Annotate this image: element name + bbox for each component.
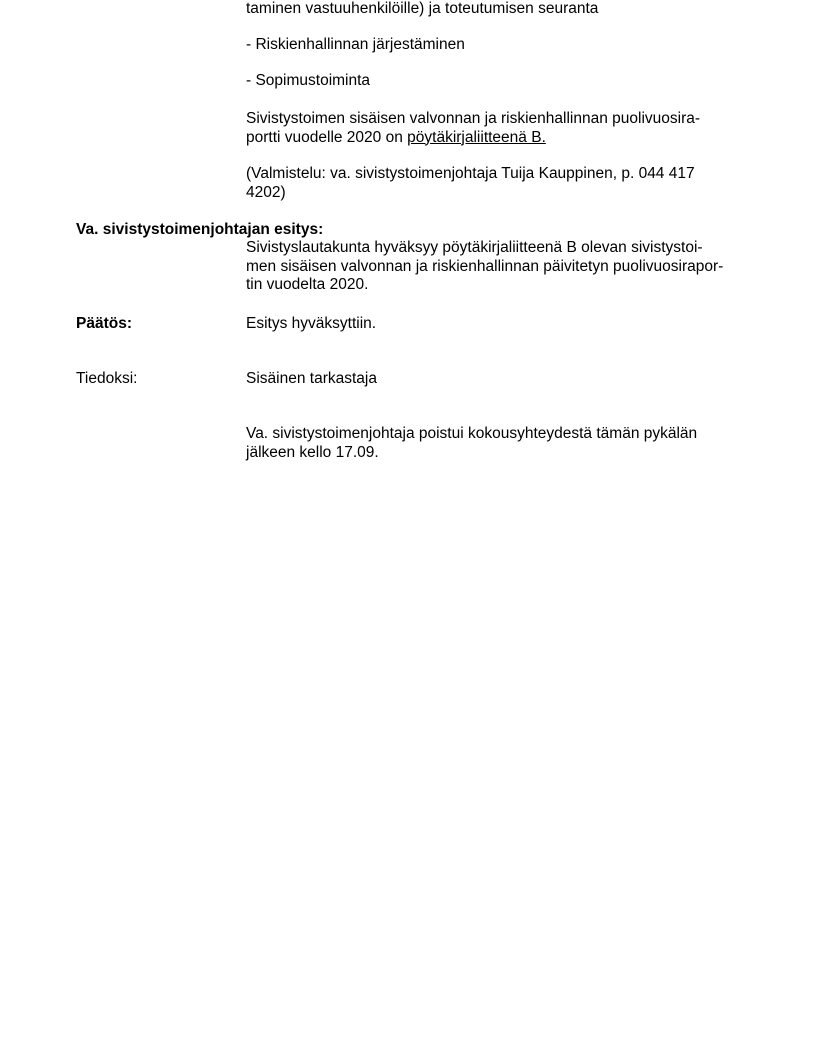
preparer-line-2: 4202) (246, 183, 286, 201)
preparer-note (246, 165, 746, 202)
proposal-line-3: tin vuodelta 2020. (246, 276, 369, 293)
list-item (246, 72, 746, 91)
report-line-2 (246, 129, 746, 148)
for-information-text: Sisäinen tarkastaja (246, 370, 377, 387)
report-paragraph (246, 110, 746, 147)
preparer-line-1: (Valmistelu: va. sivistystoimenjohtaja Tuija Kauppinen, p. 044 417 (246, 165, 695, 182)
report-line-2-text: portti vuodelle 2020 on (246, 128, 408, 146)
continued-line: taminen vastuuhenkilöille) ja toteutumisen seuranta (246, 0, 599, 17)
proposal-line-1: Sivistyslautakunta hyväksyy pöytäkirjaliitteenä B olevan sivistystoi- (246, 239, 703, 256)
proposal-heading: Va. sivistystoimenjohtajan esitys: (76, 221, 324, 238)
decision-text: Esitys hyväksyttiin. (246, 315, 377, 332)
for-information-label: Tiedoksi: (76, 370, 138, 387)
list-item-risk-management: - Riskienhallinnan järjestäminen (246, 36, 465, 53)
report-line-1: Sivistystoimen sisäisen valvonnan ja riskienhallinnan puolivuosira- (246, 110, 701, 127)
decision-label: Päätös: (76, 315, 132, 332)
continued-paragraph (246, 0, 746, 19)
proposal-line-2: men sisäisen valvonnan ja riskienhallinnan päivitetyn puolivuosirapor- (246, 257, 724, 275)
closing-note (246, 425, 746, 462)
list-item-contracts: - Sopimustoiminta (246, 72, 371, 89)
proposal-text (246, 239, 746, 295)
list-item (246, 36, 746, 55)
attachment-link[interactable]: pöytäkirjaliitteenä B. (407, 128, 546, 146)
closing-line-1: Va. sivistystoimenjohtaja poistui kokousyhteydestä tämän pykälän (246, 425, 698, 442)
closing-line-2: jälkeen kello 17.09. (246, 443, 379, 461)
